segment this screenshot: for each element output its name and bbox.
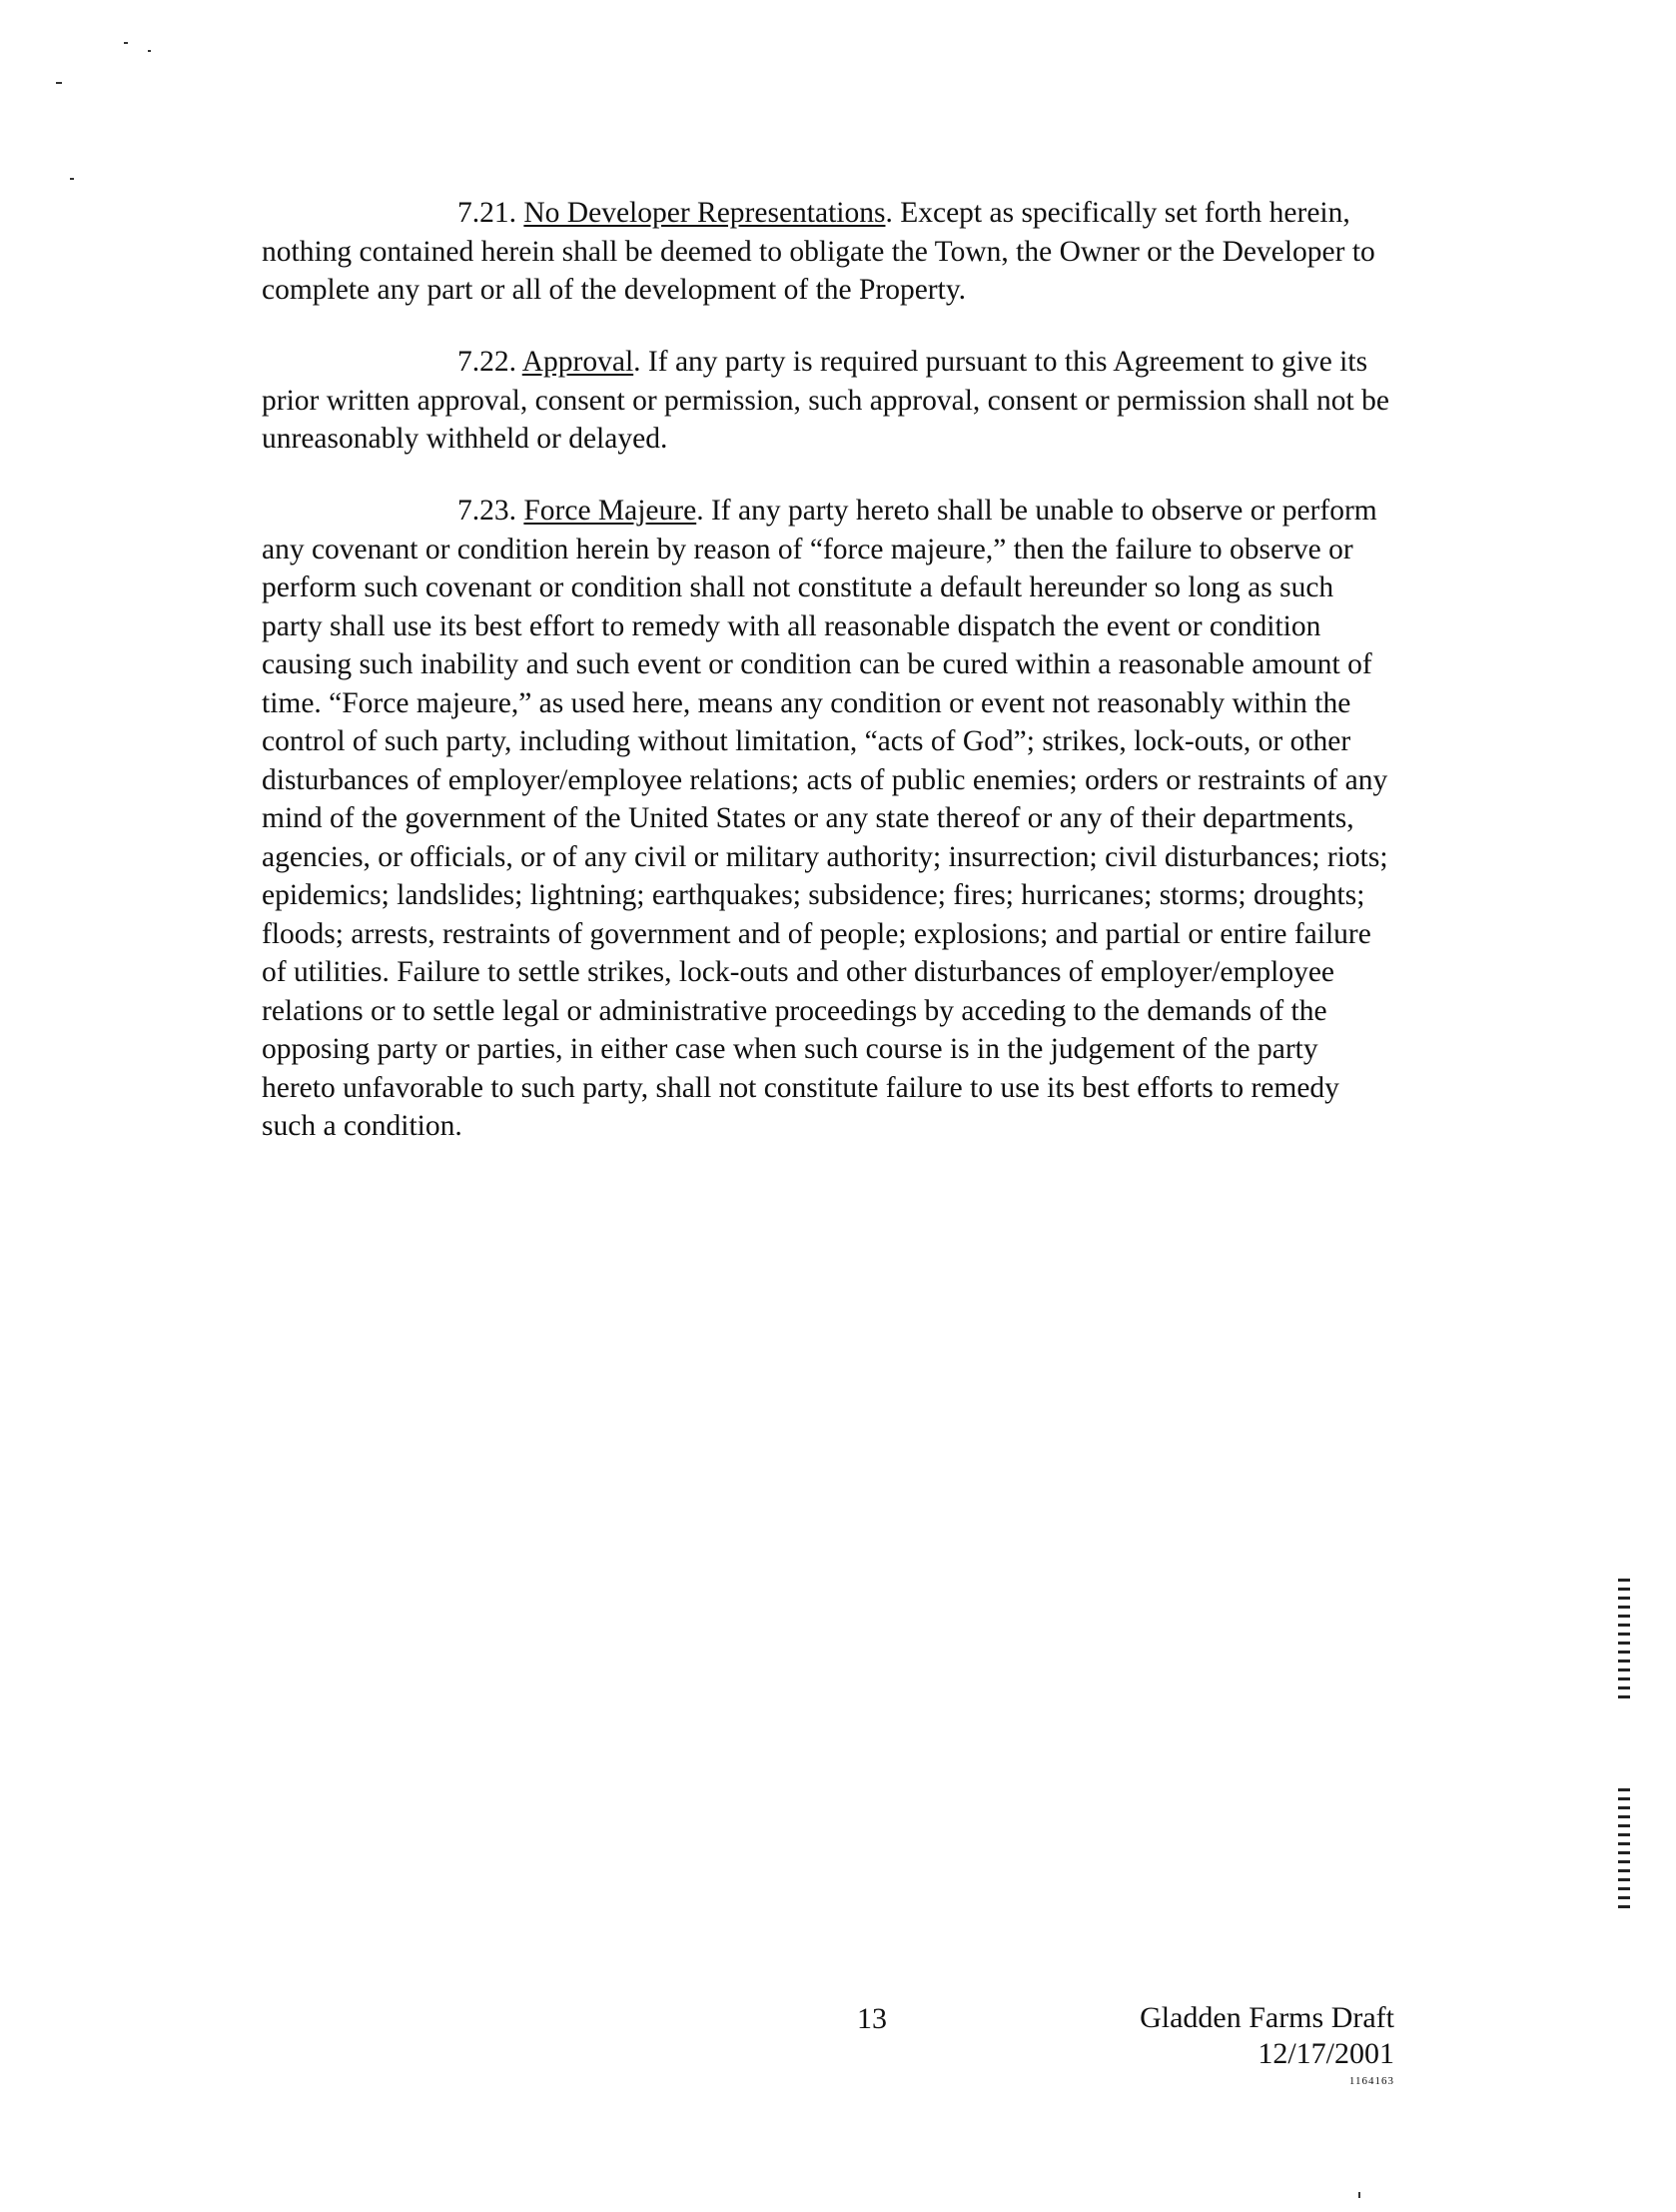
page-number: 13 [857, 2002, 887, 2035]
section-number: 7.23. [457, 495, 516, 527]
section-text: . If any party is required pursuant to this Agreement to give its prior written approval, consent or permission, such approval, consent or permission shall not be unreasonably withheld or delayed. [262, 346, 1389, 455]
draft-title: Gladden Farms Draft [1140, 2001, 1394, 2034]
section-heading: No Developer Representations [523, 197, 886, 229]
scan-barcode-mark [1618, 1788, 1630, 1908]
section-7-23 [262, 492, 1390, 1146]
scan-speck [1358, 2192, 1360, 2198]
section-number: 7.21. [457, 197, 516, 229]
section-7-22 [262, 343, 1390, 459]
section-number: 7.22. [457, 346, 516, 378]
draft-date: 12/17/2001 [1257, 2037, 1394, 2070]
document-number: 1164163 [1348, 2075, 1394, 2087]
section-text: . Except as specifically set forth herein, nothing contained herein shall be deemed to obligate the Town, the Owner or the Developer to complete any part or all of the development of the Property. [262, 197, 1375, 306]
scan-speck [148, 50, 151, 52]
section-heading: Force Majeure [523, 495, 697, 527]
section-text: . If any party hereto shall be unable to observe or perform any covenant or condition herein by reason of “force majeure,” then the failure to observe or perform such covenant or condition shall not constitute a default hereunder so long as such party shall use its best effort to remedy with all reasonable dispatch the event or condition causing such inability and such event or condition can be cured within a reasonable amount of time. “Force majeure,” as used here, means any condition or event not reasonably within the control of such party, including without limitation, “acts of God”; strikes, lock-outs, or other disturbances of employer/employee relations; acts of public enemies; orders or restraints of any mind of the government of the United States or any state thereof or any of their departments, agencies, or officials, or of any civil or military authority; insurrection; civil disturbances; riots; epidemics; landslides; lightning; earthquakes; subsidence; fires; hurricanes; storms; droughts; floods; arrests, restraints of government and of people; explosions; and partial or entire failure of utilities. Failure to settle strikes, lock-outs and other disturbances of employer/employee relations or to settle legal or administrative proceedings by acceding to the demands of the opposing party or parties, in either case when such course is in the judgement of the party hereto unfavorable to such party, shall not constitute failure to use its best efforts to remedy such a condition. [262, 495, 1388, 1142]
scan-barcode-mark [1618, 1579, 1630, 1698]
section-heading: Approval [521, 346, 634, 378]
scan-speck [70, 178, 74, 180]
scan-speck [124, 42, 128, 44]
scan-speck [56, 82, 62, 84]
footer-draft-info [1140, 2000, 1394, 2088]
section-7-21 [262, 194, 1390, 310]
